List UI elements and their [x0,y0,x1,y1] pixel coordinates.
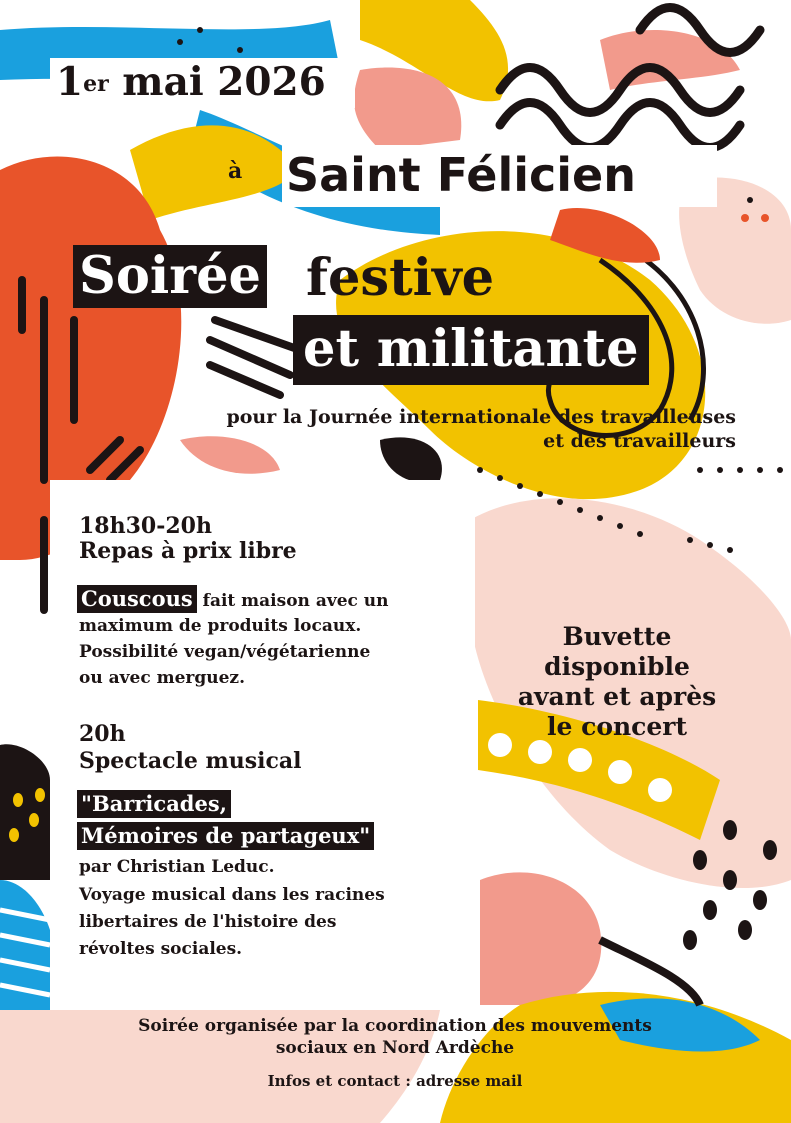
meal-title: Repas à prix libre [79,538,297,564]
contact-info: Infos et contact : adresse mail [267,1072,523,1090]
meal-desc-4: ou avec merguez. [79,668,245,688]
show-time: 20h [79,721,126,747]
subtitle-line2: et des travailleurs [543,430,736,452]
meal-line-1 [77,585,389,613]
date-ordinal: er [83,71,109,97]
title-line1-rest: festive [306,248,495,308]
show-desc-4: révoltes sociales. [79,939,243,959]
subtitle-line1: pour la Journée internationale des travailleuses [226,406,736,428]
buvette-line3: avant et après [517,682,717,711]
organizer-note [70,1015,720,1059]
event-city: Saint Félicien [286,148,636,202]
event-date [56,60,326,104]
organizer-line2: sociaux en Nord Ardèche [275,1038,515,1058]
buvette-line4: le concert [546,712,688,741]
show-desc-1: par Christian Leduc. [79,857,275,877]
meal-desc-2: maximum de produits locaux. [79,616,362,636]
meal-highlight: Couscous [77,585,197,613]
buvette-line2: disponible [544,652,690,681]
location-preposition: à [228,158,243,184]
subtitle [66,405,736,453]
show-desc-3: libertaires de l'histoire des [79,912,337,932]
meal-time: 18h30-20h [79,513,212,539]
date-month-year: mai 2026 [108,59,326,105]
organizer-line1: Soirée organisée par la coordination des mouvements [138,1016,652,1036]
meal-desc-1: fait maison avec un [202,591,389,611]
show-title: Spectacle musical [79,748,302,774]
meal-desc-3: Possibilité vegan/végétarienne [79,642,371,662]
buvette-line1: Buvette [562,622,672,651]
title-line1-highlight: Soirée [73,245,267,308]
show-name-1: "Barricades, [77,790,231,818]
show-name-2-wrap [77,822,374,850]
show-name-2: Mémoires de partageux" [77,822,374,850]
show-desc-2: Voyage musical dans les racines [79,885,385,905]
buvette-notice [486,622,748,742]
date-day: 1 [56,59,84,105]
title-line2: et militante [293,315,649,385]
show-name-1-wrap [77,790,231,818]
